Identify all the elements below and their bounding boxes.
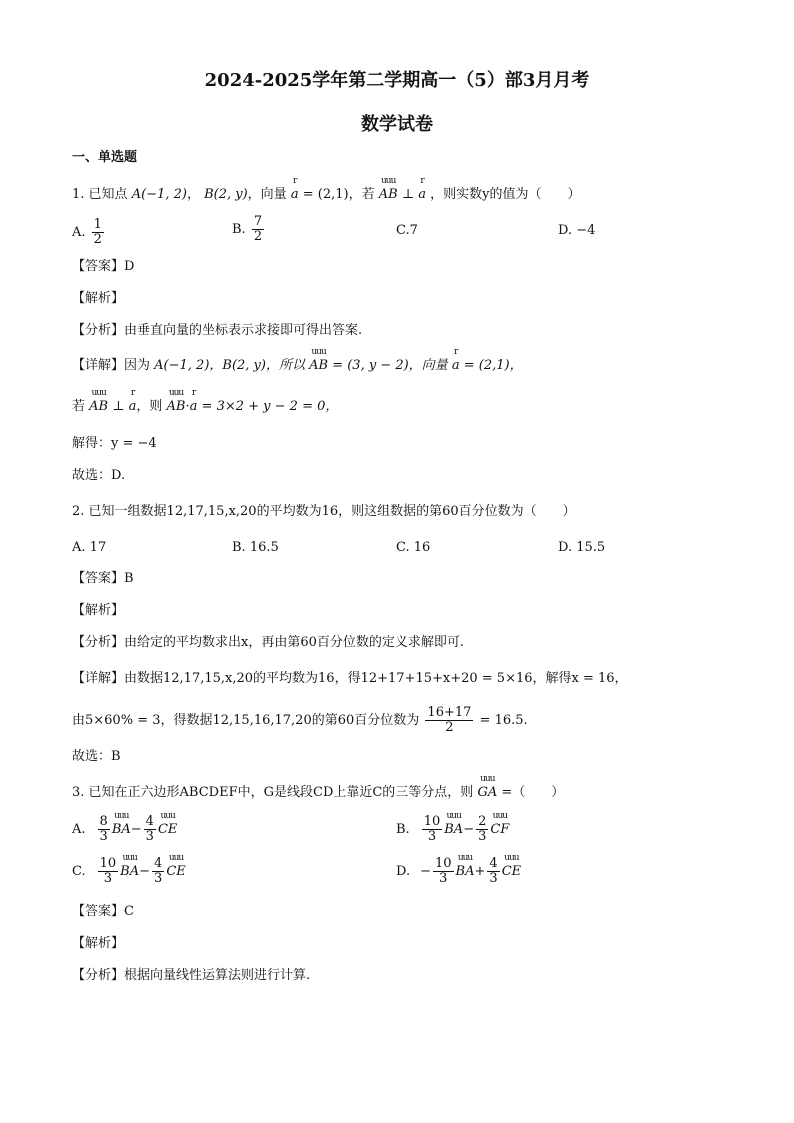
fraction: $\frac{16+17}{2}$ bbox=[427, 705, 472, 735]
vector-a: r a bbox=[451, 347, 460, 373]
q1-number: 1. bbox=[72, 187, 85, 202]
q1-analysis-label: 【解析】 bbox=[72, 291, 125, 306]
q1-answer: 【答案】D bbox=[72, 259, 135, 274]
q3-option-a: A. $\frac{8}{3}$ uuu BA − $\frac{4}{3}$ uuu CE bbox=[72, 810, 178, 844]
q1-vec-text: ，向量 bbox=[247, 187, 287, 202]
q1-option-a: A. $\frac{1}{2}$ bbox=[72, 217, 102, 247]
q1-detail-line2: 若 uuu AB ⊥ r a，则 uuu AB· r a = 3×2 + y − 2 = 0， bbox=[72, 388, 339, 414]
fraction: $\frac{7}{2}$ bbox=[253, 214, 263, 244]
q3-answer: 【答案】C bbox=[72, 904, 134, 919]
q1-stem-suffix: ，则实数y的值为（ ） bbox=[430, 187, 581, 202]
q2-analysis-label: 【解析】 bbox=[72, 603, 125, 618]
vector-ga: uuu GA bbox=[477, 774, 498, 800]
q1-option-b: B. $\frac{7}{2}$ bbox=[232, 214, 263, 244]
q3-stem: 3. 已知在正六边形ABCDEF中，G是线段CD上靠近C的三等分点，则 uuu GA =（ ） bbox=[72, 774, 565, 800]
q1-solve: 解得：y = −4 bbox=[72, 436, 157, 451]
fraction: $\frac{1}{2}$ bbox=[93, 217, 102, 247]
q2-fenxi: 【分析】由给定的平均数求出x，再由第60百分位数的定义求解即可. bbox=[72, 635, 465, 650]
q1-stem: 1. 已知点 A(−1, 2)， B(2, y)，向量 r a = (2,1)，若 uuu AB ⊥ r a ，则实数y的值为（ ） bbox=[72, 176, 581, 202]
q1-option-c: C.7 bbox=[396, 223, 418, 238]
q2-detail-line2: 由5×60% = 3，得数据12,15,16,17,20的第60百分位数为 $\frac{16+17}{2}$ = 16.5. bbox=[72, 705, 528, 735]
q2-option-b: B. 16.5 bbox=[232, 540, 279, 555]
q1-choose: 故选：D. bbox=[72, 468, 126, 483]
vector-ab: uuu AB bbox=[89, 388, 109, 414]
q2-choose: 故选：B bbox=[72, 749, 121, 764]
q3-analysis-label: 【解析】 bbox=[72, 936, 125, 951]
q1-vec-a-value: = (2,1) bbox=[302, 187, 349, 202]
vector-a: r a bbox=[418, 176, 426, 202]
q3-option-b: B. $\frac{10}{3}$ uuu BA − $\frac{2}{3}$ uuu CF bbox=[396, 810, 510, 844]
q1-point-a: A(−1, 2) bbox=[131, 187, 187, 202]
q1-point-b: B(2, y) bbox=[204, 187, 248, 202]
q2-answer: 【答案】B bbox=[72, 571, 134, 586]
section-heading: 一、单选题 bbox=[72, 150, 138, 165]
page-subtitle: 数学试卷 bbox=[361, 114, 433, 135]
vector-ab: uuu AB bbox=[309, 347, 329, 373]
q3-option-c: C. $\frac{10}{3}$ uuu BA − $\frac{4}{3}$ uuu CE bbox=[72, 852, 186, 886]
q1-fenxi: 【分析】由垂直向量的坐标表示求接即可得出答案. bbox=[72, 323, 363, 338]
q2-option-d: D. 15.5 bbox=[558, 540, 606, 555]
q2-detail-line1: 【详解】由数据12,17,15,x,20的平均数为16，得12+17+15+x+20 = 5×16，解得x = 16， bbox=[72, 671, 628, 686]
vector-a: r a bbox=[290, 176, 299, 202]
vector-a: r a bbox=[189, 388, 198, 414]
q1-stem-prefix: 已知点 bbox=[88, 187, 128, 202]
q2-option-c: C. 16 bbox=[396, 540, 431, 555]
q1-cond-text: ，若 bbox=[348, 187, 375, 202]
q2-option-a: A. 17 bbox=[72, 540, 107, 555]
q3-fenxi: 【分析】根据向量线性运算法则进行计算. bbox=[72, 968, 311, 983]
q1-detail-line1: 【详解】因为 A(−1, 2)，B(2, y)，所以 uuu AB = (3, y − 2)，向量 r a = (2,1)， bbox=[72, 347, 523, 373]
page-title: 2024-2025学年第二学期高一（5）部3月月考 bbox=[204, 70, 590, 91]
q1-option-d: D. −4 bbox=[558, 223, 596, 238]
vector-ab: uuu AB bbox=[378, 176, 398, 202]
perp-symbol: ⊥ bbox=[401, 187, 415, 202]
q3-option-d: D. − $\frac{10}{3}$ uuu BA + $\frac{4}{3}$ uuu CE bbox=[396, 852, 522, 886]
vector-ab: uuu AB bbox=[166, 388, 186, 414]
vector-a: r a bbox=[128, 388, 137, 414]
q2-stem: 2. 已知一组数据12,17,15,x,20的平均数为16，则这组数据的第60百分位数为（ ） bbox=[72, 504, 576, 519]
